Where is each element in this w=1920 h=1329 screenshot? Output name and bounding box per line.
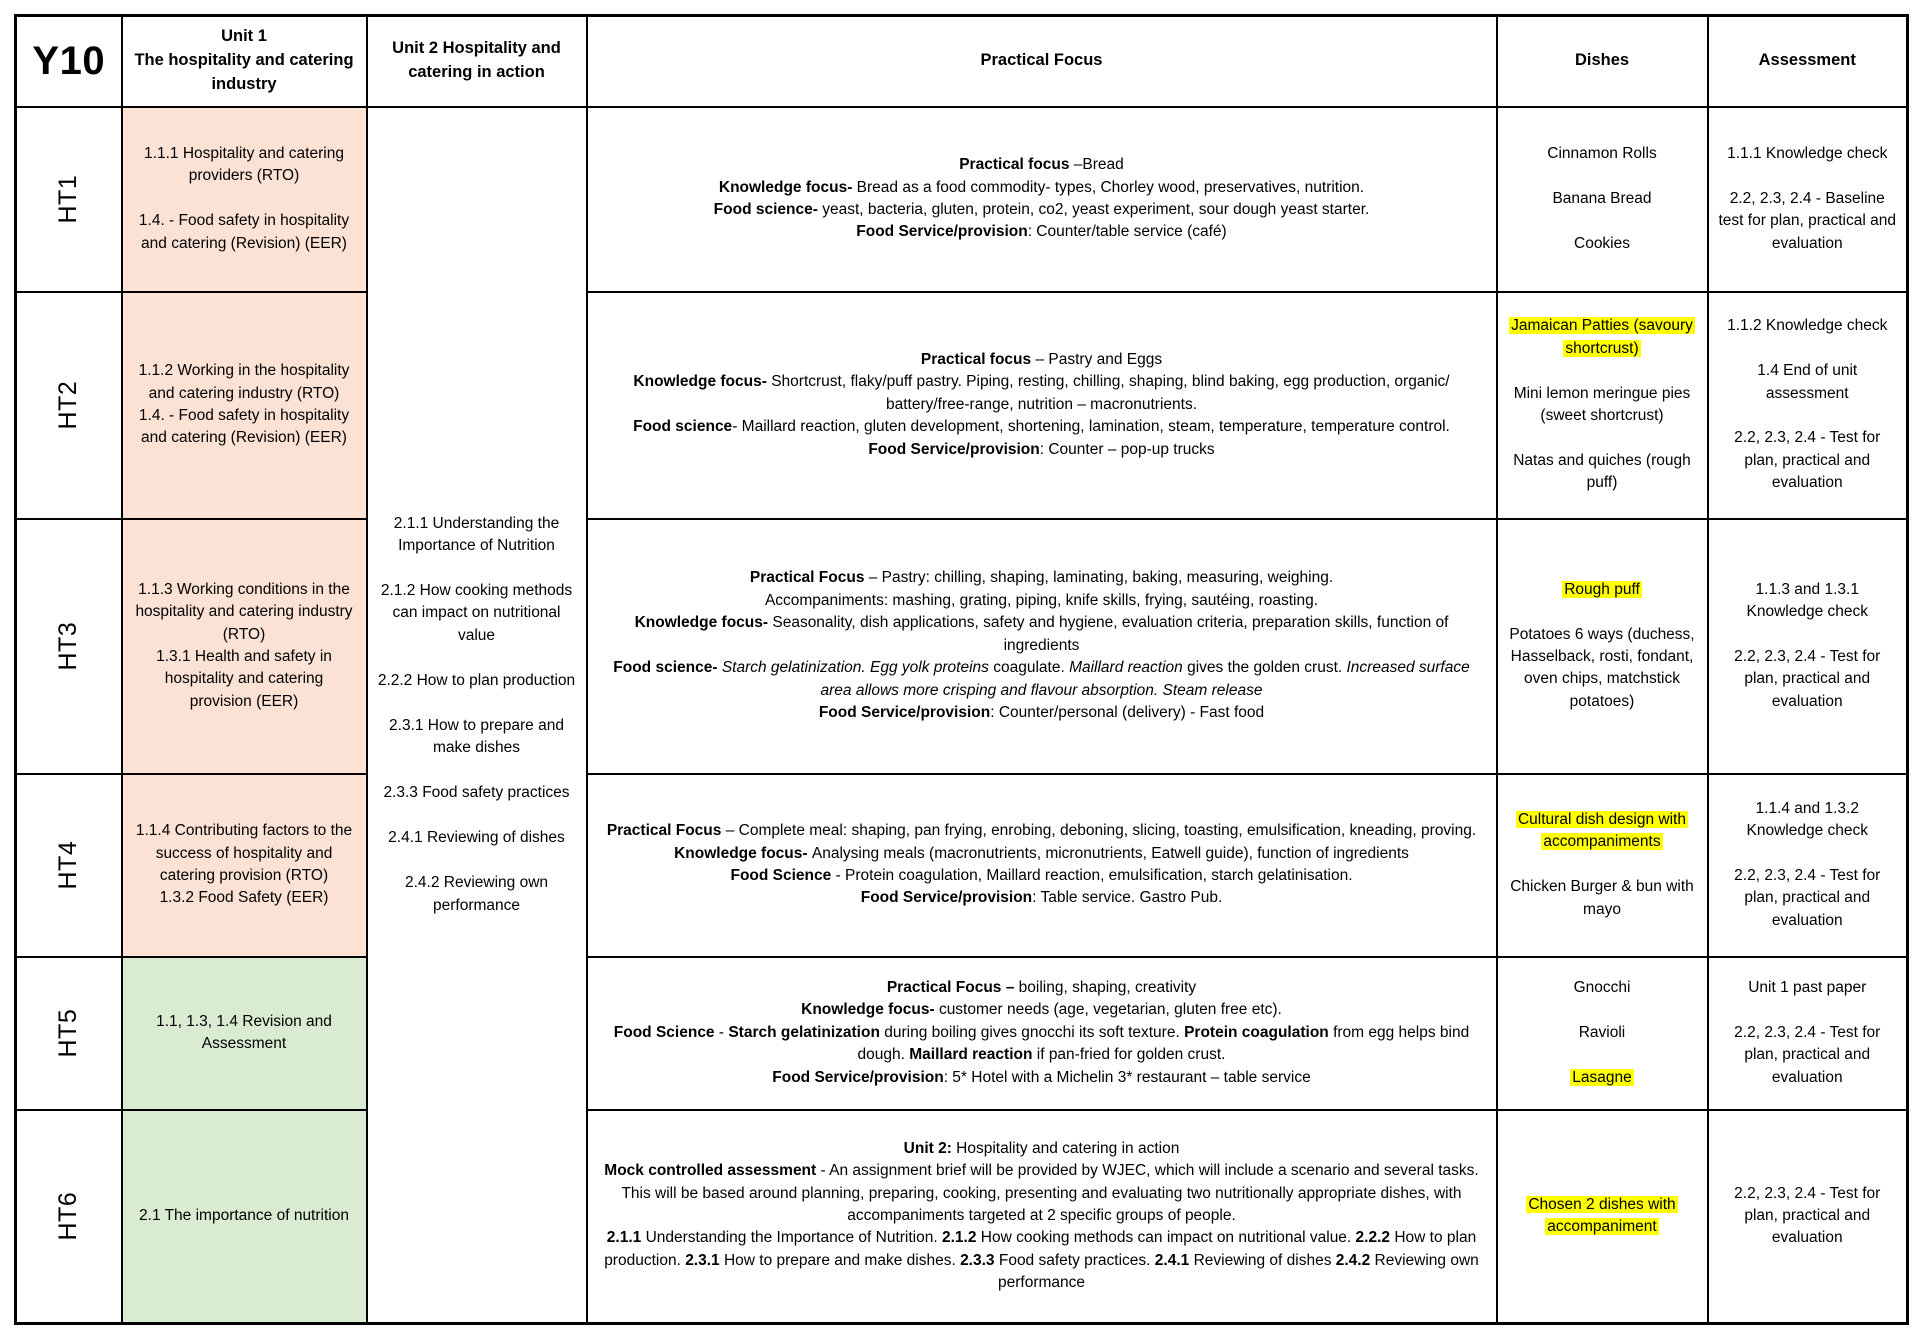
text-segment: Ravioli [1578,1023,1626,1041]
text-segment: Reviewing of dishes [1189,1251,1336,1269]
assessment-cell-ht1 [1708,107,1908,292]
text-segment: 2.4.2 [1335,1251,1371,1269]
rich-line [604,349,1480,371]
assessment-cell-ht2 [1708,292,1908,519]
table-row-ht4 [16,774,1908,957]
text-segment: Food Service/provision [860,889,1033,907]
unit1-cell-ht6 [122,1110,367,1324]
list-item: 2.2.2 How to plan production [377,671,576,689]
list-item: 2.2, 2.3, 2.4 - Test for plan, practical and evaluation [1734,1023,1881,1086]
unit1-cell-ht2 [122,292,367,519]
text-segment: Food science [633,418,733,436]
text-segment: How cooking methods can impact on nutritional value. [976,1229,1356,1247]
list-item [1507,383,1698,428]
assessment-cell-ht4 [1708,774,1908,957]
column-header-unit1 [122,16,367,107]
list-item: Unit 1 [221,27,267,46]
practical-cell-ht6 [587,1110,1497,1324]
rich-line [604,1022,1480,1067]
text-segment: Mini lemon meringue pies (sweet shortcrust) [1513,384,1691,424]
header-row [16,16,1908,107]
text-segment: Maillard reaction [1069,659,1188,677]
column-header-practical-focus: Practical Focus [587,16,1497,107]
text-segment: 2.3.1 [685,1251,720,1269]
text-segment: Practical Focus [606,822,722,840]
rich-line [604,199,1480,221]
practical-cell-ht4 [587,774,1497,957]
row-label-ht2: HT2 [54,380,83,430]
text-segment: during boiling gives gnocchi its soft texture. [879,1023,1185,1041]
list-item [1507,809,1698,854]
text-segment: Food Service/provision [818,704,991,722]
list-item: 2.3.1 How to prepare and make dishes [389,716,564,757]
text-segment: 2.2.2 [1355,1229,1391,1247]
list-item: 1.3.2 Food Safety (EER) [159,889,329,907]
text-segment: Gnocchi [1573,978,1631,996]
rich-line [604,702,1480,724]
row-label-cell [16,957,122,1110]
practical-cell-ht1 [587,107,1497,292]
row-label-cell [16,519,122,774]
list-item: 1.4 End of unit assessment [1757,362,1858,402]
list-item [1507,579,1698,601]
text-segment: Practical focus [920,350,1032,368]
text-segment: Protein coagulation [1184,1023,1329,1041]
table-row-ht2 [16,292,1908,519]
rich-line [604,887,1480,909]
unit1-cell-ht3 [122,519,367,774]
row-label-ht3: HT3 [54,621,83,671]
table-row-ht5 [16,957,1908,1110]
text-segment: Knowledge focus- [801,1001,939,1019]
text-segment: - Maillard reaction, gluten development, shortening, lamination, steam, temperature, temperature control. [732,418,1450,436]
column-header-dishes: Dishes [1497,16,1708,107]
rich-line [604,1138,1480,1160]
rich-line [604,590,1480,612]
rich-line [604,657,1480,702]
text-segment: Practical focus [959,156,1074,174]
rich-line [604,1227,1480,1294]
text-segment: from egg helps bind dough. [857,1023,1470,1064]
list-item [1507,977,1698,999]
rich-line [604,612,1480,657]
list-item: 2.1 The importance of nutrition [139,1207,349,1225]
text-segment: Maillard reaction [909,1046,1033,1064]
row-label-cell [16,292,122,519]
list-item: 2.1.1 Understanding the Importance of Nutrition [393,514,560,554]
list-item [1507,1022,1698,1044]
list-item [133,188,356,210]
list-item: 1.1.3 Working conditions in the hospitality and catering industry (RTO) [135,580,353,643]
highlighted-text: Chosen 2 dishes with accompaniment [1528,1195,1676,1236]
text-segment: 2.1.1 [606,1229,642,1247]
text-segment: : Counter/personal (delivery) - Fast food [990,704,1265,722]
text-segment: How to prepare and make dishes. [719,1251,961,1269]
rich-line [604,154,1480,176]
text-segment: : Table service. Gastro Pub. [1032,889,1223,907]
rich-line [604,371,1480,416]
table-body [16,107,1908,1324]
text-segment: Practical Focus [749,569,865,587]
list-item: 2.2, 2.3, 2.4 - Test for plan, practical and evaluation [1734,1184,1881,1247]
text-segment: Cinnamon Rolls [1547,144,1657,162]
text-segment: - An assignment brief will be provided by WJEC, which will include a scenario and several tasks. This will be based around planning, preparing, cooking, presenting and evaluating two nutritionally appropriate dishes, with accompaniments targeted at 2 specific groups of people. [621,1162,1479,1225]
rich-line [604,865,1480,887]
text-segment: Unit 2: [903,1139,952,1157]
dishes-cell-ht3 [1497,519,1708,774]
text-segment: : 5* Hotel with a Michelin 3* restaurant – table service [943,1068,1311,1086]
practical-cell-ht3 [587,519,1497,774]
text-segment: Starch gelatinization [728,1023,880,1041]
rich-line [604,977,1480,999]
text-segment: Potatoes 6 ways (duchess, Hasselback, rosti, fondant, oven chips, matchstick potatoes) [1509,625,1695,710]
rich-line [604,820,1480,842]
text-segment: Shortcrust, flaky/puff pastry. Piping, resting, chilling, shaping, blind baking, egg production, organic/ battery/free-range, nutrition – macronutrients. [771,373,1450,413]
list-item: 2.1.2 How cooking methods can impact on nutritional value [380,581,573,644]
row-label-cell [16,1110,122,1324]
text-segment: Knowledge focus- [718,178,857,196]
text-segment: Hospitality and catering in action [951,1139,1180,1157]
list-item: 2.2, 2.3, 2.4 - Test for plan, practical and evaluation [1734,867,1881,929]
list-item: 2.3.3 Food safety practices [383,784,570,802]
text-segment: gives the golden crust. [1187,659,1347,677]
unit1-cell-ht4 [122,774,367,957]
text-segment: – Pastry: chilling, shaping, laminating, baking, measuring, weighing. [864,569,1334,587]
assessment-cell-ht6 [1708,1110,1908,1324]
list-item [1507,876,1698,921]
text-segment: Analysing meals (macronutrients, micronutrients, Eatwell guide), function of ingredients [811,844,1409,862]
list-item: 1.1.2 Knowledge check [1727,317,1888,335]
list-item [1507,315,1698,360]
text-segment: Seasonality, dish applications, safety and hygiene, evaluation criteria, preparation skills, function of ingredients [772,614,1449,654]
list-item: 1.1.3 and 1.3.1 Knowledge check [1746,580,1868,621]
text-segment: Understanding the Importance of Nutrition. [641,1229,942,1247]
text-segment: Food Service/provision [856,223,1028,241]
highlighted-text: Rough puff [1564,580,1640,598]
text-segment: Chicken Burger & bun with mayo [1510,878,1694,918]
list-item: 2.2, 2.3, 2.4 - Baseline test for plan, practical and evaluation [1718,189,1896,252]
text-segment: Food science- [713,201,823,218]
list-item: 1.1.4 Contributing factors to the success of hospitality and catering provision (RTO) [135,822,353,884]
rich-line [604,177,1480,199]
dishes-cell-ht1 [1497,107,1708,292]
text-segment: Knowledge focus- [634,614,773,632]
text-segment: Starch gelatinization. Egg yolk proteins [721,659,994,677]
text-segment: Food safety practices. [994,1251,1155,1269]
text-segment: - [714,1023,729,1041]
assessment-cell-ht5 [1708,957,1908,1110]
table-row-ht1 [16,107,1908,292]
unit1-cell-ht5 [122,957,367,1110]
text-segment: customer needs (age, vegetarian, gluten free etc). [938,1001,1282,1019]
text-segment: - Protein coagulation, Maillard reaction, emulsification, starch gelatinisation. [831,867,1353,884]
highlighted-text: Jamaican Patties (savoury shortcrust) [1511,317,1693,357]
practical-cell-ht5 [587,957,1497,1110]
rich-line [604,1067,1480,1089]
assessment-cell-ht3 [1708,519,1908,774]
text-segment: Knowledge focus- [633,373,772,391]
text-segment: Food Service/provision [868,440,1040,458]
text-segment: Food Service/provision [772,1068,944,1086]
table-row-ht3 [16,519,1908,774]
column-header-assessment: Assessment [1708,16,1908,107]
dishes-cell-ht2 [1497,292,1708,519]
text-segment: Increased surface area allows more crisping and flavour absorption. Steam release [820,659,1470,699]
list-item [1507,233,1698,255]
rich-line [604,843,1480,865]
list-item: 2.4.2 Reviewing own performance [404,874,549,914]
text-segment: : Counter/table service (café) [1027,223,1227,241]
list-item [1507,143,1698,165]
row-label-ht5: HT5 [54,1008,83,1058]
text-segment: Practical Focus – [886,978,1015,996]
text-segment: coagulate. [993,659,1070,677]
rich-line [604,567,1480,589]
rich-line [604,1160,1480,1227]
list-item [1507,450,1698,495]
text-segment: Food Science [730,867,832,884]
scheme-of-work-sheet [14,14,1909,1325]
list-item: The hospitality and catering industry [134,51,354,94]
list-item: 1.4. - Food safety in hospitality and catering (Revision) (EER) [138,407,350,447]
dishes-cell-ht4 [1497,774,1708,957]
dishes-cell-ht5 [1497,957,1708,1110]
practical-cell-ht2 [587,292,1497,519]
row-label-ht4: HT4 [54,840,83,890]
text-segment: Food Science [613,1023,715,1041]
row-label-ht6: HT6 [54,1191,83,1241]
list-item: 1.1.2 Working in the hospitality and catering industry (RTO) [138,362,350,402]
column-header-unit2: Unit 2 Hospitality and catering in action [367,16,587,107]
list-item: 1.1.1 Knowledge check [1727,144,1888,162]
row-label-cell [16,774,122,957]
table-header [16,16,1908,107]
text-segment: Knowledge focus- [674,844,812,862]
rich-line [604,221,1480,243]
text-segment: : Counter – pop-up trucks [1039,440,1215,458]
list-item: 1.1.1 Hospitality and catering providers (RTO) [144,144,344,185]
year-group-label: Y10 [16,16,122,107]
unit2-merged-cell [367,107,587,1324]
list-item: 1.1, 1.3, 1.4 Revision and Assessment [156,1012,332,1052]
text-segment: boiling, shaping, creativity [1014,978,1197,996]
text-segment: Natas and quiches (rough puff) [1513,451,1691,492]
rich-line [604,999,1480,1021]
text-segment: Reviewing own performance [997,1251,1479,1292]
text-segment: Accompaniments: mashing, grating, piping, knife skills, frying, sautéing, roasting. [764,591,1319,609]
text-segment: Food science- [613,659,722,677]
text-segment: 2.1.2 [941,1229,977,1247]
list-item: 2.4.1 Reviewing of dishes [388,829,565,847]
list-item: 1.4. - Food safety in hospitality and catering (Revision) (EER) [138,212,350,252]
unit1-cell-ht1 [122,107,367,292]
text-segment: if pan-fried for golden crust. [1032,1046,1226,1064]
row-label-ht1: HT1 [54,174,83,224]
list-item: Unit 1 past paper [1748,978,1867,996]
list-item: 1.1.4 and 1.3.2 Knowledge check [1746,799,1868,840]
list-item: 1.3.1 Health and safety in hospitality and catering provision (EER) [156,648,332,710]
list-item: 2.2, 2.3, 2.4 - Test for plan, practical and evaluation [1734,648,1881,710]
text-segment: yeast, bacteria, gluten, protein, co2, yeast experiment, sour dough yeast starter. [822,201,1370,218]
text-segment: –Bread [1073,156,1124,174]
text-segment: Mock controlled assessment [604,1162,817,1180]
curriculum-table [14,14,1909,1325]
highlighted-text: Cultural dish design with accompaniments [1517,810,1686,851]
list-item [1507,188,1698,210]
row-label-cell [16,107,122,292]
text-segment: Cookies [1574,234,1630,252]
list-item [1507,1194,1698,1239]
text-segment: Bread as a food commodity- types, Chorley wood, preservatives, nutrition. [856,178,1365,196]
text-segment: – Pastry and Eggs [1031,350,1163,368]
text-segment: 2.3.3 [960,1251,995,1269]
highlighted-text: Lasagne [1572,1068,1632,1086]
text-segment: How to plan production. [604,1229,1477,1269]
rich-line [604,416,1480,438]
dishes-cell-ht6 [1497,1110,1708,1324]
list-item [1507,624,1698,714]
text-segment: – Complete meal: shaping, pan frying, enrobing, deboning, slicing, toasting, emulsification, kneading, proving. [721,822,1477,840]
text-segment: Banana Bread [1552,189,1652,207]
table-row-ht6 [16,1110,1908,1324]
list-item: 2.2, 2.3, 2.4 - Test for plan, practical and evaluation [1734,429,1881,492]
rich-line [604,439,1480,461]
text-segment: 2.4.1 [1154,1251,1190,1269]
list-item [1507,1067,1698,1089]
